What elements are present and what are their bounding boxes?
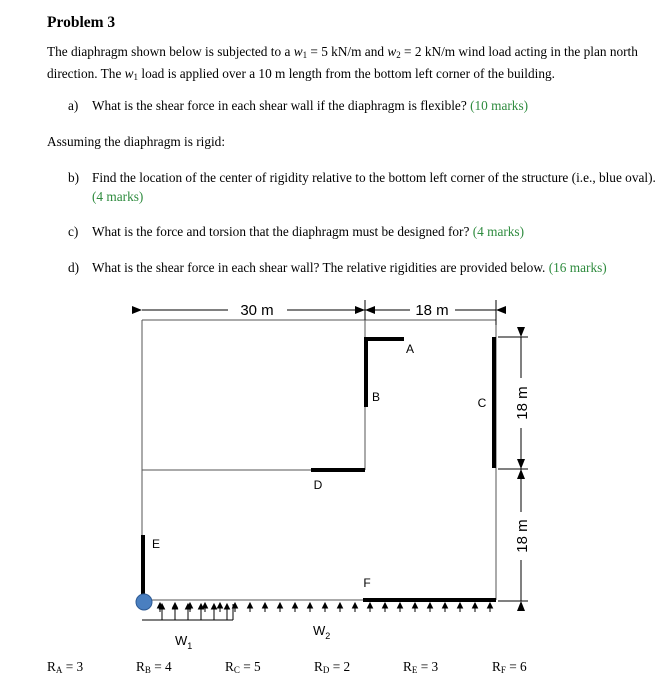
load-w1-label [175, 633, 192, 651]
w2-subscript: 2 [396, 50, 401, 60]
rigidity-A [47, 659, 83, 675]
rigidity-C-symbol: R [225, 659, 234, 674]
building-outline [142, 320, 496, 600]
load-w1-symbol: W [175, 633, 188, 648]
wall-label-C: C [477, 396, 487, 410]
rigidity-E-value: = 3 [420, 659, 439, 674]
rigidity-A-value: = 3 [65, 659, 84, 674]
load-w2-symbol: W [313, 623, 326, 638]
load-w2-arrows [158, 603, 493, 612]
dim-label-18m-right-upper: 18 m [514, 386, 531, 420]
load-w2-arrow [338, 603, 343, 612]
w1b-subscript: 1 [133, 71, 139, 82]
load-w2-arrow [218, 603, 223, 612]
dimension-right [498, 337, 528, 601]
intro-text-4: load is applied over a 10 m length from the bottom left corner of the building. [138, 65, 555, 81]
rigidity-C-subscript: C [233, 665, 240, 675]
load-w2-arrow [368, 603, 373, 612]
load-w2-arrow [293, 603, 298, 612]
load-w2-arrow [323, 603, 328, 612]
rigidity-B [136, 659, 172, 675]
question-d-label: d) [68, 260, 80, 275]
question-b-marks: (4 marks) [92, 188, 144, 204]
load-w2-subscript: 2 [325, 631, 331, 641]
rigidity-F [492, 659, 527, 675]
rigidity-E [403, 659, 438, 675]
rigidity-F-value: = 6 [509, 659, 527, 674]
question-c-text: What is the force and torsion that the diaphragm must be designed for? [92, 224, 470, 239]
wall-label-D: D [313, 478, 323, 492]
question-a-marks: (10 marks) [470, 98, 529, 113]
question-a-text: What is the shear force in each shear wall if the diaphragm is flexible? [92, 98, 467, 113]
load-w1-arrow [225, 604, 230, 620]
rigidity-C [225, 659, 261, 675]
rigidity-E-symbol: R [403, 659, 412, 674]
rigidity-D-value: = 2 [332, 659, 351, 674]
question-b-label: b) [68, 170, 80, 185]
intro-text-2: = 5 kN/m and [307, 44, 388, 59]
load-w2-arrow [278, 603, 283, 612]
rigid-assumption: Assuming the diaphragm is rigid: [47, 134, 226, 149]
rigidity-D [314, 659, 350, 675]
load-w2-arrow [428, 603, 433, 612]
wall-label-F: F [363, 576, 371, 590]
question-a-label: a) [68, 98, 79, 113]
rigidity-F-subscript: F [500, 665, 506, 675]
wall-label-B: B [371, 390, 381, 404]
load-w1-arrow [212, 604, 217, 620]
question-b-text: Find the location of the center of rigidity relative to the bottom left corner of the structure (i.e., blue oval). [92, 170, 656, 185]
rigidity-B-subscript: B [144, 665, 151, 675]
rigidity-A-subscript: A [55, 665, 63, 675]
dim-label-18m-top: 18 m [415, 302, 449, 319]
load-w1-subscript: 1 [187, 641, 193, 651]
rigidity-B-symbol: R [136, 659, 145, 674]
rigidity-E-subscript: E [411, 665, 418, 675]
load-w2-arrow [203, 603, 208, 612]
rigidity-D-subscript: D [322, 665, 330, 675]
load-w2-arrow [473, 603, 478, 612]
question-d-text: What is the shear force in each shear wall? The relative rigidities are provided below. [92, 260, 546, 275]
rigidity-C-value: = 5 [243, 659, 261, 674]
w1b-symbol: w [124, 65, 134, 81]
rigidity-D-symbol: R [314, 659, 323, 674]
rigidity-A-symbol: R [47, 659, 56, 674]
origin-blue-oval [136, 594, 152, 610]
load-w2-arrow [443, 603, 448, 612]
question-d-marks: (16 marks) [548, 260, 607, 275]
w1-symbol: w [293, 44, 303, 59]
load-w2-arrow [248, 603, 253, 612]
question-c-marks: (4 marks) [472, 224, 525, 239]
w2-symbol: w [387, 44, 397, 59]
load-w2-arrow [353, 603, 358, 612]
load-w2-arrow [173, 603, 178, 612]
dim-label-30m: 30 m [240, 302, 274, 319]
dim-label-18m-right-lower: 18 m [514, 519, 531, 553]
load-w2-arrow [413, 603, 418, 612]
rigidity-F-symbol: R [492, 659, 501, 674]
wall-label-E: E [151, 537, 161, 551]
load-w2-arrow [308, 603, 313, 612]
intro-text-1: The diaphragm shown below is subjected to a [47, 44, 294, 59]
load-w2-arrow [383, 603, 388, 612]
intro-text-3: = 2 kN/m wind load acting in the plan north direction. The [47, 44, 638, 81]
wall-label-A: A [405, 342, 415, 356]
w1-subscript: 1 [302, 50, 308, 60]
load-w2-label [313, 623, 330, 641]
load-w2-arrow [488, 603, 493, 612]
load-w2-arrow [263, 603, 268, 612]
rigidity-B-value: = 4 [154, 659, 172, 674]
problem-title: Problem 3 [47, 14, 116, 31]
load-w2-arrow [398, 603, 403, 612]
question-c-label: c) [68, 224, 79, 239]
load-w2-arrow [458, 603, 463, 612]
